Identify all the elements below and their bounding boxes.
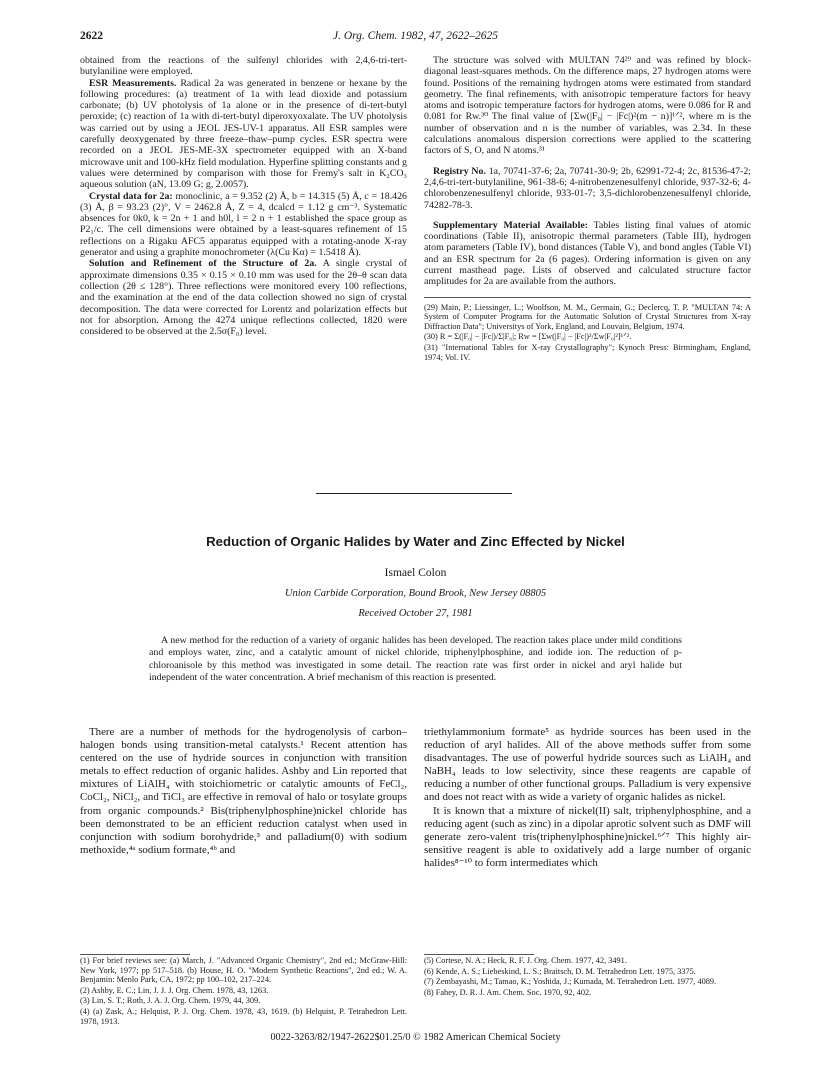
- paragraph: It is known that a mixture of nickel(II) salt, triphenylphosphine, and a reducing agent (such as zinc) in a dipolar aprotic solvent such as DMF will generate zero-valent tris(triphenylphosphine)nickel.⁶ᐟ⁷ This highly air-sensitive reagent is able to oxidatively add a large number of organic halides⁸⁻¹⁰ to form intermediates which: [424, 804, 751, 869]
- body-column-left: [80, 726, 407, 857]
- footnote: (5) Cortese, N. A.; Heck, R. F. J. Org. Chem. 1977, 42, 3491.: [424, 956, 627, 965]
- paragraph: The structure was solved with MULTAN 74²⁹ and was refined by block-diagonal least-squares methods. On the difference maps, 27 hydrogen atoms were found. Positions of the remaining hydrogen atoms were estimated from standard geometry. The final refinements, with anisotropic temperature factors for heavy atoms and isotropic temperature factors for hydrogen atoms, were 0.086 for R and 0.081 for Rw.³⁰ The final value of [Σw(|F₀| − |Fc|)²(m − n)]¹ᐟ², where m is the number of observation and n is the number of variables, was 2.34. In these calculations anomalous dispersion corrections were applied to the scattering factors of S, O, and N atoms.³¹: [424, 55, 751, 157]
- article-divider: [316, 493, 512, 494]
- paragraph-text: Radical 2a was generated in benzene or hexane by the following procedures: (a) treatment of 1a with lead dioxide and potassium carbonate; (b) UV photolysis of 1a alone or in the presence of di-tert-butyl peroxide; (c) reaction of 1a with di-tert-butyl diperoxyoxalate. The UV photolysis was carried out by using a JEOL JES-UV-1 apparatus. All ESR samples were carefully deoxygenated by three freeze–thaw–pump cycles. ESR spectra were recorded on a JEOL JES-ME-3X spectrometer equipped with an X-band microwave unit and 100-kHz field modulation. Hyperfine splitting constants and g values were determined by comparison with those for Fremy's salt in K₂CO₃ aqueous solution (aN, 13.09 G; g, 2.0057).: [80, 77, 407, 191]
- footnote: (29) Main, P.; Liessinger, L.; Woolfson, M. M., Germain, G.; Declercq, T. P. "MULTAN 74: A System of Computer Programs for the Automatic Solution of Crystal Structures from X-ray Diffraction Data"; Universitys of York, England, and Louvain, Belgium, 1974.: [424, 302, 751, 331]
- paragraph-text: 1a, 70741-37-6; 2a, 70741-30-9; 2b, 62991-72-4; 2c, 81536-47-2; 2,4,6-tri-tert-butylaniline, 961-38-6; 4-nitrobenzenesulfenyl chloride, 937-32-6; 4-chlorobenzenesulfenyl chloride, 933-01-7; 3,5-dichlorobenzenesulfenyl chloride, 74282-78-3.: [424, 165, 752, 211]
- prev-article-column-right: [424, 55, 751, 363]
- footnote: (30) R = Σ(|F₀| − |Fc|)/Σ|F₀|; Rw = [Σw(|F₀| − |Fc|)²/Σw|F₀|²]¹ᐟ².: [424, 332, 632, 342]
- footnote: (2) Ashby, E. C.; Lin, J. J. J. Org. Chem. 1978, 43, 1263.: [80, 985, 269, 995]
- footnote: (7) Zembayashi, M.; Tamao, K.; Yoshida, J.; Kumada, M. Tetrahedron Lett. 1977, 4089.: [424, 977, 717, 987]
- section-heading: ESR Measurements.: [89, 77, 177, 89]
- article-title: Reduction of Organic Halides by Water and Zinc Effected by Nickel: [206, 534, 625, 549]
- paragraph-solution: [80, 258, 407, 337]
- section-heading: Crystal data for 2a:: [89, 190, 173, 202]
- paragraph-crystal-data: [80, 191, 407, 259]
- footnote-rule: [424, 297, 751, 298]
- body-column-right: [424, 726, 751, 870]
- paragraph-text: Tables listing final values of atomic coordinations (Table II), anisotropic thermal parameters (Table III), hydrogen atom parameters (Table IV), bond distances (Table V), and bond angles (Table VI) and an ESR spectrum for 2a (6 pages). Ordering information is given on any current masthead page. Lists of observed and calculated structure factor amplitudes for 2a are available from the authors.: [424, 219, 751, 288]
- section-heading: Registry No.: [433, 165, 486, 177]
- article-affiliation: Union Carbide Corporation, Bound Brook, New Jersey 08805: [284, 588, 547, 599]
- footnote: (4) (a) Zask, A.; Helquist, P. J. Org. Chem. 1978, 43, 1619. (b) Helquist, P. Tetrahedron Lett. 1978, 1913.: [80, 1006, 407, 1026]
- section-heading: Supplementary Material Available:: [433, 219, 589, 231]
- footnote: (6) Kende, A. S.; Liebeskind, L. S.; Braitsch, D. M. Tetrahedron Lett. 1975, 3375.: [424, 966, 696, 976]
- footnote: (8) Fahey, D. R. J. Am. Chem. Soc. 1970, 92, 402.: [424, 987, 592, 997]
- page-number: 2622: [80, 30, 103, 42]
- footnote: (31) "International Tables for X-ray Crystallography"; Kynoch Press: Birmingham, England, 1974; Vol. IV.: [424, 343, 751, 362]
- running-head: [80, 30, 751, 46]
- prev-article-column-left: [80, 55, 407, 337]
- paragraph-supplementary: [424, 220, 751, 288]
- section-heading: Solution and Refinement of the Structure of 2a.: [89, 258, 317, 270]
- article-received-date: Received October 27, 1981: [358, 608, 473, 619]
- footnotes: [424, 303, 751, 363]
- paragraph: There are a number of methods for the hydrogenolysis of carbon–halogen bonds using transition-metal catalysts.¹ Recent attention has centered on the use of hydride sources in conjunction with transition metals to effect reduction of organic halides. Ashby and Lin reported that mixtures of LiAlH₄ with stoichiometric or catalytic amounts of FeCl₂, CoCl₂, NiCl₂, and TiCl₃ are effective in removal of halo or tosylate groups from organic compounds.² Bis(triphenylphosphine)nickel chloride has been demonstrated to be an efficient reduction catalyst when used in conjunction with sodium borohydride,³ and palladium(0) with sodium methoxide,⁴ᵃ sodium formate,⁴ᵇ and: [80, 726, 407, 856]
- footnote-rule: [424, 954, 534, 955]
- paragraph: obtained from the reactions of the sulfenyl chlorides with 2,4,6-tri-tert-butylaniline were employed.: [80, 55, 407, 78]
- footnote: (1) For brief reviews see: (a) March, J. "Advanced Organic Chemistry", 2nd ed.; McGraw-Hill: New York, 1977; pp 517–518. (b) House, H. O. "Modern Synthetic Reactions", 2nd ed.; W. A. Benjamin: Menlo Park, CA, 1972; pp 100–102, 217–224.: [80, 956, 407, 985]
- article-author: Ismael Colon: [384, 567, 447, 579]
- footnotes-left: [80, 954, 407, 1027]
- paragraph-text: monoclinic, a = 9.352 (2) Å, b = 14.315 (5) Å, c = 18.426 (3) Å, β = 93.23 (2)°, V = 2462.8 Å, Z = 4, dcalcd = 1.12 g cm⁻³. Systematic absences for 0k0, k = 2n + 1 and h0l, l = 2 n + 1 established the space group as P2₁/c. The cell dimensions were obtained by a least-squares refinement of 15 reflections on a Rigaku AFC5 apparatus equipped with a rotating-anode X-ray generator and using a graphite monochrometer (λ(Cu Kα) = 1.5418 Å).: [80, 190, 407, 259]
- paragraph: triethylammonium formate⁵ as hydride sources has been used in the reduction of aryl halides. All of the above methods suffer from some disadvantages. The use of powerful hydride sources such as LiAlH₄ and NaBH₄ leads to low selectivity, since these reagents are capable of reducing a number of other functional groups. Palladium is very expensive and does not react with as wide a variety of organic halides as nickel.: [424, 726, 751, 804]
- paragraph-text: A single crystal of approximate dimensions 0.35 × 0.15 × 0.10 mm was used for the 2θ–θ scan data collection (2θ ≤ 128°). Three reflections were monitored every 100 reflections, and the examination at the end of the data collection showed no sign of crystal decomposition. The data were corrected for Lorentz and polarization effects but not for absorption. Among the 4274 unique reflections collected, 1820 were considered to be observed at the 2.5σ(F₀) level.: [80, 258, 407, 338]
- paragraph-registry: [424, 166, 751, 211]
- footnote-rule: [80, 954, 190, 955]
- page-footer: 0022-3263/82/1947-2622$01.25/0 © 1982 American Chemical Society: [270, 1032, 561, 1043]
- footnote: (3) Lin, S. T.; Roth, J. A. J. Org. Chem. 1979, 44, 309.: [80, 996, 261, 1006]
- footnotes-right: [424, 954, 751, 998]
- paragraph-esr: [80, 78, 407, 191]
- article-abstract: A new method for the reduction of a variety of organic halides has been developed. The reaction takes place under mild conditions and employs water, zinc, and a catalytic amount of nickel chloride, triphenylphosphine, and iodide ion. The reduction of p-chloroanisole by this method was investigated in some detail. The reaction rate was first order in nickel and aryl halide but independent of the water concentration. A brief mechanism of this reaction is presented.: [149, 635, 682, 684]
- journal-citation: J. Org. Chem. 1982, 47, 2622–2625: [332, 30, 499, 42]
